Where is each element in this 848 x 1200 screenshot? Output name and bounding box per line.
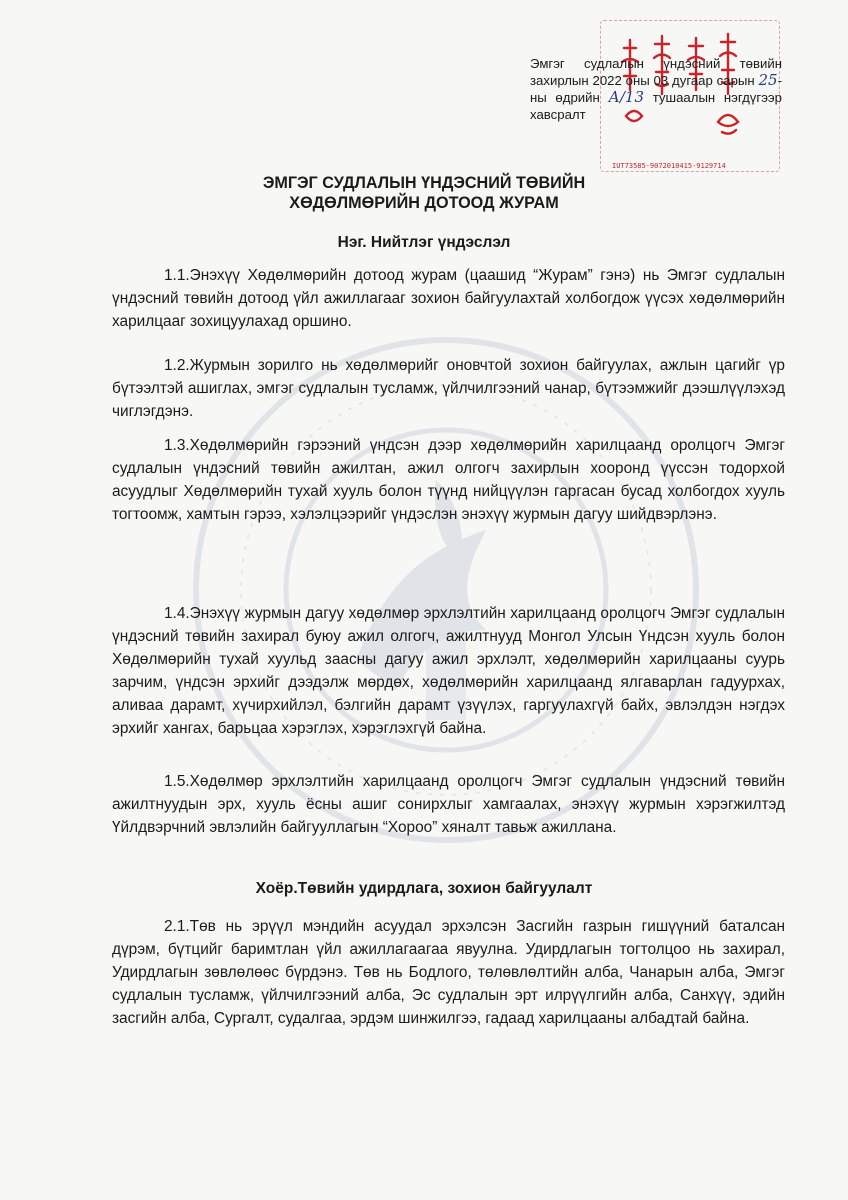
approval-mid-text: -ны өдрийн	[530, 73, 782, 105]
paragraph-1-1: 1.1.Энэхүү Хөдөлмөрийн дотоод журам (цаашид “Журам” гэнэ) нь Эмгэг судлалын үндэсний төвийн дотоод үйл ажиллагааг зохион байгуулахтай холбогдож үүсэх хөдөлмөрийн харилцааг зохицуулахад оршино.	[112, 267, 785, 330]
approval-day: 25	[758, 71, 778, 89]
paragraph-1-5: 1.5.Хөдөлмөр эрхлэлтийн харилцаанд оролцогч Эмгэг судлалын үндэсний төвийн ажилтнуудын эрх, хууль ёсны ашиг сонирхлыг хамгаалах, энэхүү журмын хэрэгжилтэд Үйлдвэрчний эвлэлийн байгууллагын “Хороо” хяналт тавьж ажиллана.	[112, 773, 785, 836]
section-heading-2: Хоёр.Төвийн удирдлага, зохион байгуулалт	[255, 880, 593, 897]
document-title-line2: ХӨДӨЛМӨРИЙН ДОТООД ЖУРАМ	[289, 194, 559, 212]
section-heading-1: Нэг. Нийтлэг үндэслэл	[337, 234, 511, 251]
paragraph-1-4: 1.4.Энэхүү журмын дагуу хөдөлмөр эрхлэлтийн харилцаанд оролцогч Эмгэг судлалын үндэсний төвийн захирал буюу ажил олгогч, ажилтнууд Монгол Улсын Үндсэн хууль болон Хөдөлмөрийн тухай хуульд заасны дагуу ажил эрхлэлт, хөдөлмөрийн харилцааны суурь зарчим, үндсэн эрхийг дээдэлж мөрдөх, хөдөлмөрийн харилцаанд ялгаварлан гадуурхах, аливаа дарамт, хүчирхийлэл, бэлгийн дарамт үзүүлэх, гаргуулахгүй байх, эвлэлдэн нэгдэх эрхийг хангах, барьцаа хэрэглэх, хэрэглэхгүй байна.	[112, 605, 785, 737]
paragraph-2-1: 2.1.Төв нь эрүүл мэндийн асуудал эрхэлсэн Засгийн газрын гишүүний баталсан дүрэм, бүтцийг баримтлан үйл ажиллагаагаа явуулна. Удирдлагын тогтолцоо нь захирал, Удирдлагын зөвлөлөөс бүрдэнэ. Төв нь Бодлого, төлөвлөлтийн алба, Чанарын алба, Эмгэг судлалын тусламж, үйлчилгээний алба, Эс судлалын эрт илрүүлгийн алба, Санхүү, эдийн засгийн алба, Сургалт, судалгаа, эрдэм шинжилгээ, гадаад харилцааны албадтай байна.	[112, 918, 785, 1027]
approval-tail-text: тушаалын нэгдүгээр хавсралт	[530, 90, 783, 122]
approval-note	[530, 55, 782, 123]
document-title-line1: ЭМГЭГ СУДЛАЛЫН ҮНДЭСНИЙ ТӨВИЙН	[262, 174, 586, 192]
paragraph-1-3: 1.3.Хөдөлмөрийн гэрээний үндсэн дээр хөдөлмөрийн харилцаанд оролцогч Эмгэг судлалын үндэсний төвийн ажилтан, ажил олгогч захирлын хооронд үүссэн тодорхой асуудлыг Хөдөлмөрийн тухай хууль болон түүнд нийцүүлэн гаргасан бусад холбогдох хууль тогтоомж, хамтын гэрээ, хэлэлцээрийг үндэслэн энэхүү журмын дагуу шийдвэрлэнэ.	[112, 437, 785, 523]
paragraph-1-2: 1.2.Журмын зорилго нь хөдөлмөрийг оновчтой зохион байгуулах, ажлын цагийг үр бүтээлтэй ашиглах, эмгэг судлалын тусламж, үйлчилгээний чанар, бүтээмжийг дээшлүүлэхэд чиглэгдэнэ.	[112, 357, 785, 420]
stamp-serial: IUT73585-9072010415-9129714	[612, 162, 726, 170]
approval-order-number: А/13	[608, 88, 645, 106]
approval-line-text: Эмгэг судлалын үндэсний төвийн захирлын 2022 оны 03 дугаар сарын	[530, 56, 782, 88]
